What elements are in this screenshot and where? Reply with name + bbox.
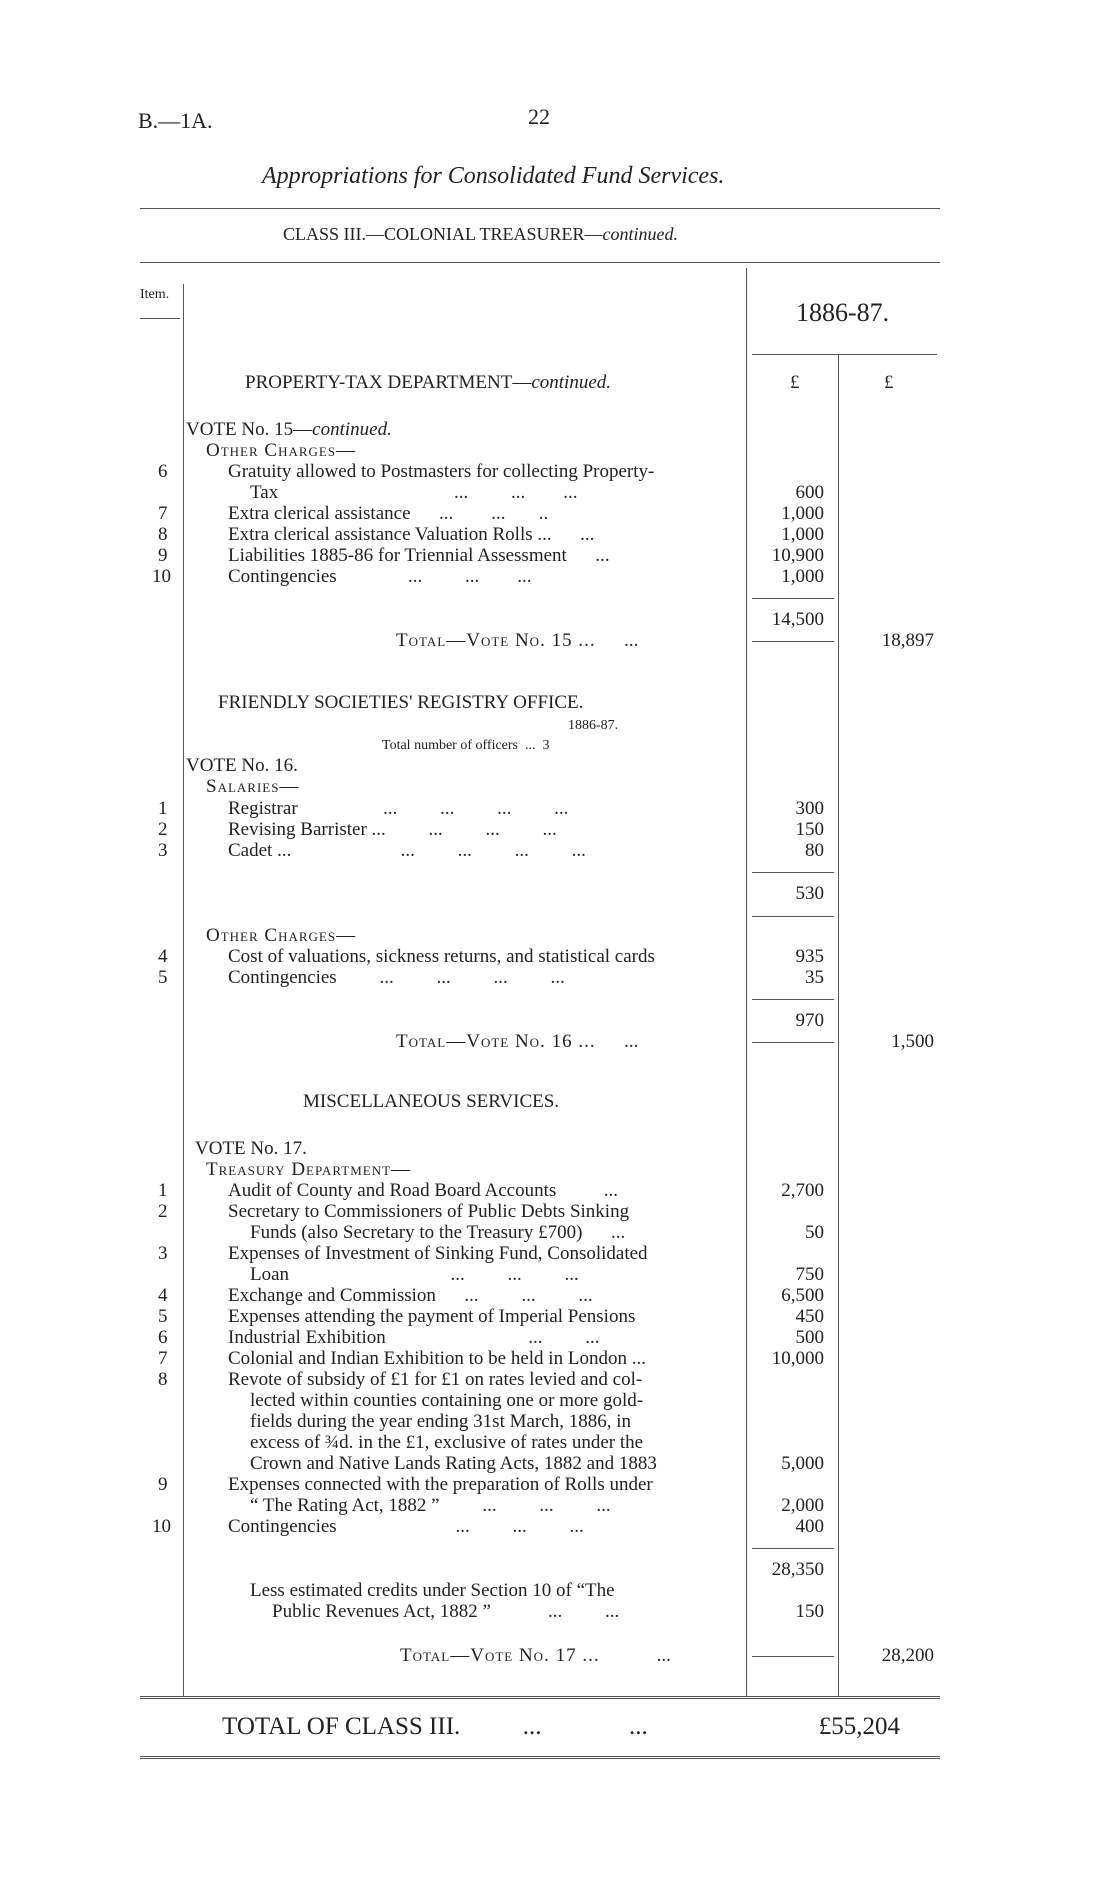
item-amount: 400 [795, 1516, 824, 1537]
subtotal: 530 [795, 883, 824, 904]
item-number: 1 [158, 1180, 168, 1201]
divider [752, 354, 937, 355]
item-amount: 80 [805, 840, 824, 861]
item-number: 6 [158, 461, 168, 482]
column-rule [183, 284, 184, 1696]
item-amount: 450 [795, 1306, 824, 1327]
item-amount: 150 [795, 819, 824, 840]
item-amount: 50 [805, 1222, 824, 1243]
item-number: 9 [158, 545, 168, 566]
item-label: Contingencies ... ... ... [228, 1516, 584, 1537]
subtotal: 970 [795, 1010, 824, 1031]
item-label: “ The Rating Act, 1882 ” ... ... ... [250, 1495, 611, 1516]
vote-total-label: Total—Vote No. 15 ... ... [396, 630, 639, 651]
section-title: MISCELLANEOUS SERVICES. [303, 1091, 560, 1112]
item-number: 5 [158, 1306, 168, 1327]
item-amount: 5,000 [781, 1453, 824, 1474]
item-label: Revote of subsidy of £1 for £1 on rates levied and col- [228, 1369, 643, 1390]
vote-total: 28,200 [881, 1645, 934, 1666]
item-label: excess of ¾d. in the £1, exclusive of rates under the [250, 1432, 644, 1453]
item-number: 3 [158, 840, 168, 861]
item-label: Liabilities 1885-86 for Triennial Assessment ... [228, 545, 610, 566]
vote-total-label: Total—Vote No. 17 ... ... [400, 1645, 671, 1666]
item-number: 2 [158, 1201, 168, 1222]
section-title: FRIENDLY SOCIETIES' REGISTRY OFFICE. [218, 692, 584, 713]
item-label: Loan ... ... ... [250, 1264, 579, 1285]
credits-label: Public Revenues Act, 1882 ” ... ... [272, 1601, 620, 1622]
item-amount: 1,000 [781, 524, 824, 545]
divider [752, 1656, 834, 1657]
item-amount: 1,000 [781, 503, 824, 524]
divider [752, 598, 834, 599]
item-amount: 10,900 [771, 545, 824, 566]
item-label: Cost of valuations, sickness returns, and statistical cards [228, 946, 655, 967]
item-label: Extra clerical assistance ... ... .. [228, 503, 549, 524]
divider [752, 916, 834, 917]
item-label: Extra clerical assistance Valuation Rolls ... ... [228, 524, 595, 545]
item-number: 4 [158, 946, 168, 967]
grand-total-label: TOTAL OF CLASS III. ... ... [222, 1713, 648, 1740]
vote-heading: VOTE No. 17. [195, 1138, 307, 1159]
item-amount: 300 [795, 798, 824, 819]
divider [752, 872, 834, 873]
item-number: 8 [158, 524, 168, 545]
divider [752, 1548, 834, 1549]
item-label: Expenses connected with the preparation of Rolls under [228, 1474, 653, 1495]
item-label: Industrial Exhibition ... ... [228, 1327, 600, 1348]
page-title: Appropriations for Consolidated Fund Services. [262, 163, 725, 189]
pound-header: £ [884, 372, 894, 393]
item-amount: 600 [795, 482, 824, 503]
item-amount: 2,700 [781, 1180, 824, 1201]
divider [752, 1042, 834, 1043]
item-label: Tax ... ... ... [250, 482, 578, 503]
subheading: Other Charges— [206, 925, 357, 946]
item-number: 10 [152, 1516, 171, 1537]
item-amount: 1,000 [781, 566, 824, 587]
item-amount: 10,000 [771, 1348, 824, 1369]
divider [140, 1756, 940, 1759]
item-amount: 500 [795, 1327, 824, 1348]
item-label: Revising Barrister ... ... ... ... [228, 819, 557, 840]
subtotal: 28,350 [771, 1559, 824, 1580]
item-label: Registrar ... ... ... ... [228, 798, 569, 819]
divider [140, 208, 940, 209]
item-number: 2 [158, 819, 168, 840]
item-amount: 35 [805, 967, 824, 988]
item-number: 5 [158, 967, 168, 988]
vote-total-label: Total—Vote No. 16 ... ... [396, 1031, 639, 1052]
item-label: Funds (also Secretary to the Treasury £700) ... [250, 1222, 626, 1243]
vote-total: 1,500 [891, 1031, 934, 1052]
item-label: Gratuity allowed to Postmasters for collecting Property- [228, 461, 655, 482]
item-label: Expenses attending the payment of Imperial Pensions [228, 1306, 636, 1327]
divider [140, 262, 940, 263]
subtotal: 14,500 [771, 609, 824, 630]
item-number: 7 [158, 503, 168, 524]
item-label: Contingencies ... ... ... [228, 566, 532, 587]
item-amount: 750 [795, 1264, 824, 1285]
vote-heading: VOTE No. 15—continued. [186, 419, 392, 440]
section-title: PROPERTY-TAX DEPARTMENT—continued. [245, 372, 612, 393]
item-number: 7 [158, 1348, 168, 1369]
divider [140, 1696, 940, 1699]
item-amount: 6,500 [781, 1285, 824, 1306]
item-label: Secretary to Commissioners of Public Debts Sinking [228, 1201, 630, 1222]
item-label: Colonial and Indian Exhibition to be held in London ... [228, 1348, 646, 1369]
item-amount: 2,000 [781, 1495, 824, 1516]
item-label: Contingencies ... ... ... ... [228, 967, 565, 988]
document-reference: B.—1A. [138, 108, 213, 133]
vote-total: 18,897 [881, 630, 934, 651]
pound-header: £ [790, 372, 800, 393]
item-label: Cadet ... ... ... ... ... [228, 840, 586, 861]
item-amount: 935 [795, 946, 824, 967]
divider [752, 641, 834, 642]
item-number: 8 [158, 1369, 168, 1390]
divider [140, 318, 180, 319]
item-label: Crown and Native Lands Rating Acts, 1882 and 1883 [250, 1453, 657, 1474]
year-column-header: 1886-87. [796, 298, 890, 327]
item-number: 3 [158, 1243, 168, 1264]
credits-label: Less estimated credits under Section 10 of “The [250, 1580, 615, 1601]
grand-total-amount: £55,204 [818, 1713, 900, 1740]
item-number: 4 [158, 1285, 168, 1306]
item-label: Audit of County and Road Board Accounts ... [228, 1180, 618, 1201]
item-label: Exchange and Commission ... ... ... [228, 1285, 593, 1306]
item-number: 9 [158, 1474, 168, 1495]
subheading: Other Charges— [206, 440, 357, 461]
item-label: lected within counties containing one or more gold- [250, 1390, 644, 1411]
divider [752, 999, 834, 1000]
item-number: 6 [158, 1327, 168, 1348]
credits-amount: 150 [795, 1601, 824, 1622]
subheading: Treasury Department— [206, 1159, 412, 1180]
item-label: Expenses of Investment of Sinking Fund, Consolidated [228, 1243, 648, 1264]
officers-label: Total number of officers ... 3 [382, 738, 550, 753]
class-title: CLASS III.—COLONIAL TREASURER—continued. [283, 224, 678, 244]
item-number: 10 [152, 566, 171, 587]
item-column-header: Item. [140, 287, 170, 302]
vote-heading: VOTE No. 16. [186, 755, 298, 776]
item-label: fields during the year ending 31st March, 1886, in [250, 1411, 631, 1432]
item-number: 1 [158, 798, 168, 819]
subheading: Salaries— [206, 776, 300, 797]
column-rule [746, 268, 747, 1696]
page-number: 22 [528, 104, 550, 129]
column-rule [838, 354, 839, 1696]
year-label: 1886-87. [568, 718, 619, 733]
